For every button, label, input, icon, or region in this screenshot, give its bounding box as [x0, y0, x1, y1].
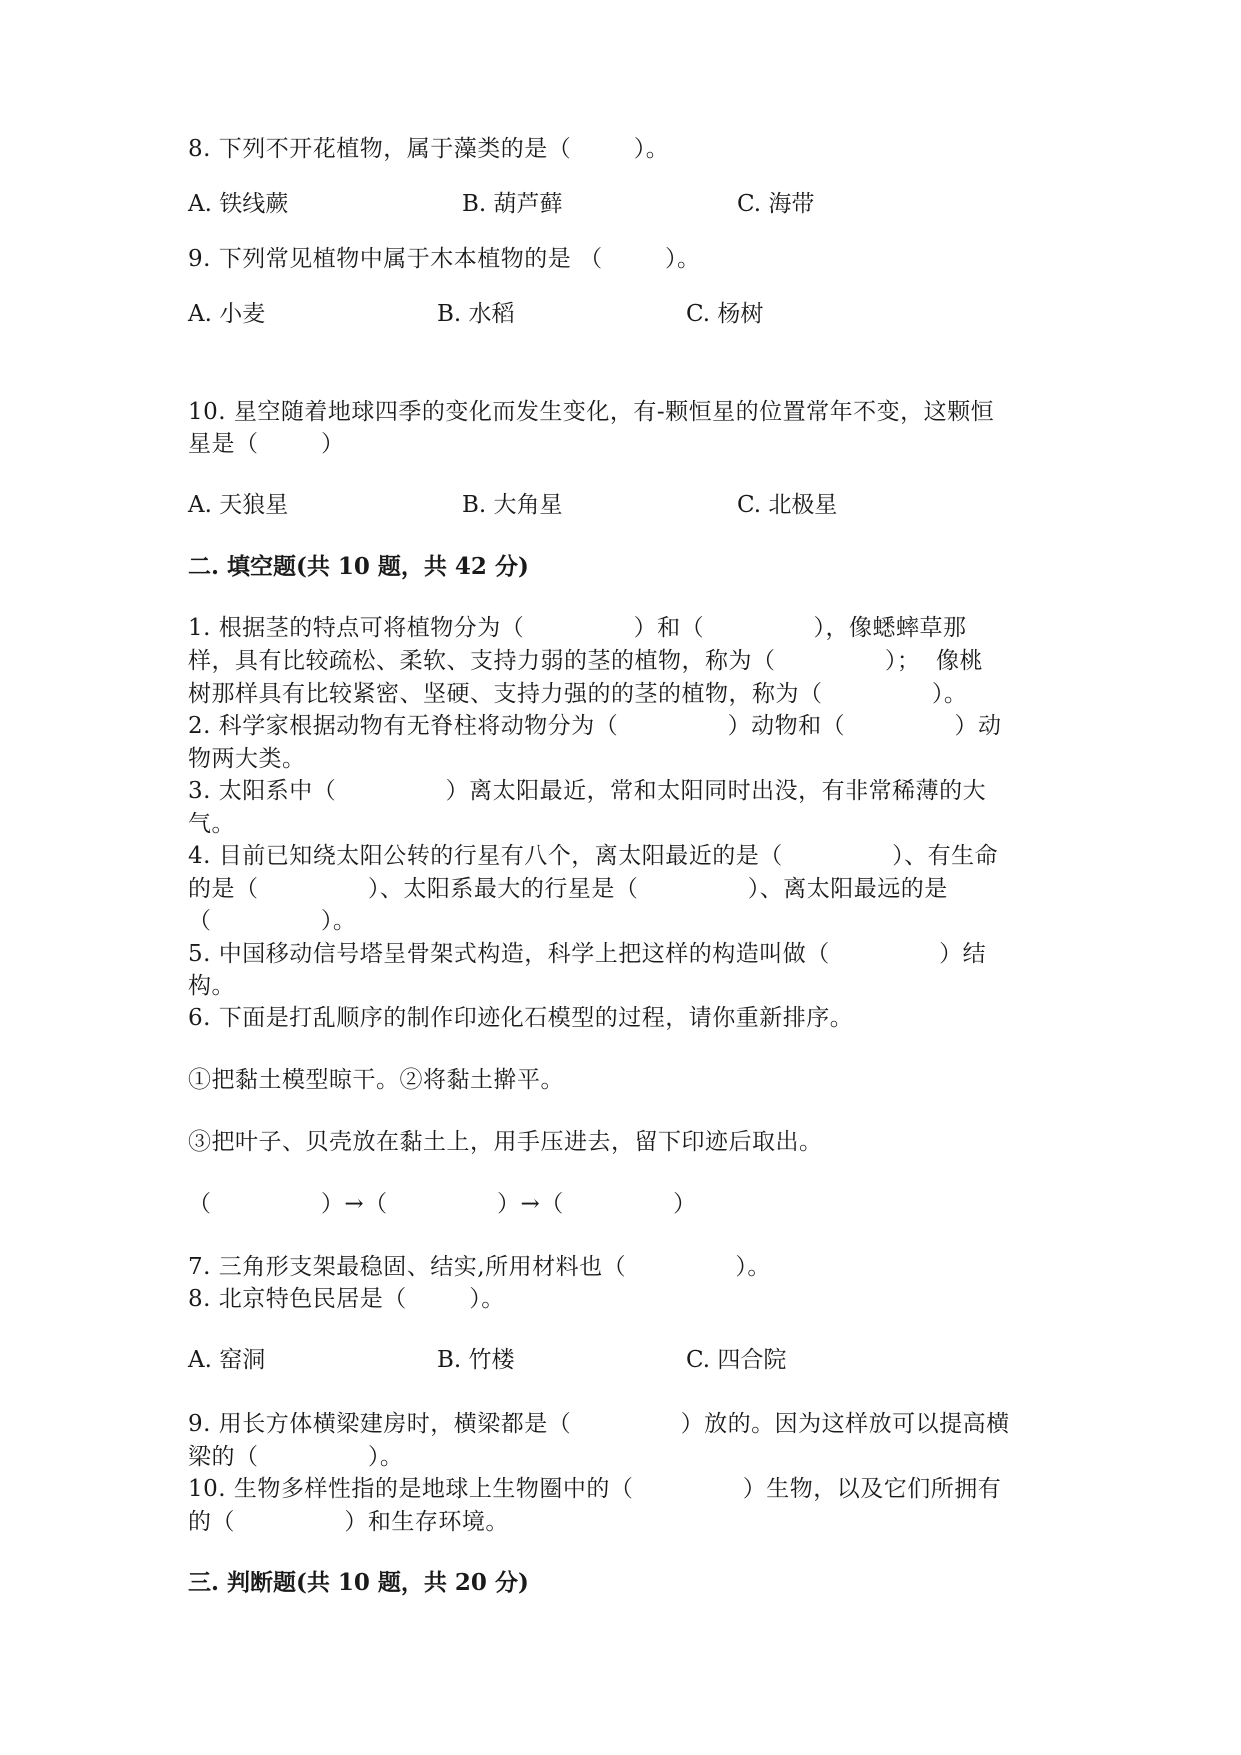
fill-q1-line-1: 1. 根据茎的特点可将植物分为（ ）和（ ），像蟋蟀草那: [188, 615, 967, 641]
question-9-option-b: B. 水稻: [437, 301, 515, 327]
fill-q2-line-2: 物两大类。: [188, 746, 306, 772]
question-8-stem: 8. 下列不开花植物，属于藻类的是（ ）。: [188, 136, 670, 162]
fill-q3-line-2: 气。: [188, 811, 235, 837]
fill-q6-answer-blanks: （ ）→（ ）→（ ）: [188, 1191, 697, 1217]
question-10-option-a: A. 天狼星: [188, 492, 289, 518]
question-10-option-c: C. 北极星: [737, 492, 838, 518]
fill-q4-line-1: 4. 目前已知绕太阳公转的行星有八个，离太阳最近的是（ ）、有生命: [188, 843, 999, 869]
question-10-stem-line-1: 10. 星空随着地球四季的变化而发生变化，有-颗恒星的位置常年不变，这颗恒: [188, 399, 995, 425]
fill-q4-line-2: 的是（ ）、太阳系最大的行星是（ ）、离太阳最远的是: [188, 876, 948, 902]
fill-q6-stem: 6. 下面是打乱顺序的制作印迹化石模型的过程，请你重新排序。: [188, 1005, 854, 1031]
fill-q3-line-1: 3. 太阳系中（ ）离太阳最近，常和太阳同时出没，有非常稀薄的大: [188, 778, 987, 804]
question-10-option-b: B. 大角星: [462, 492, 563, 518]
fill-q1-line-2: 样，具有比较疏松、柔软、支持力弱的茎的植物，称为（ ）； 像桃: [188, 648, 983, 674]
fill-q7: 7. 三角形支架最稳固、结实,所用材料也（ ）。: [188, 1254, 771, 1280]
fill-q9-line-1: 9. 用长方体横梁建房时，横梁都是（ ）放的。因为这样放可以提高横: [188, 1411, 1010, 1437]
section-heading-true-false: 三. 判断题(共 10 题，共 20 分): [188, 1569, 529, 1596]
fill-q1-line-3: 树那样具有比较紧密、坚硬、支持力强的的茎的植物，称为（ ）。: [188, 681, 968, 707]
fill-q8-option-b: B. 竹楼: [437, 1347, 515, 1373]
fill-q8-stem: 8. 北京特色民居是（ ）。: [188, 1286, 505, 1312]
fill-q10-line-1: 10. 生物多样性指的是地球上生物圈中的（ ）生物，以及它们所拥有: [188, 1476, 1002, 1502]
fill-q5-line-1: 5. 中国移动信号塔呈骨架式构造，科学上把这样的构造叫做（ ）结: [188, 941, 987, 967]
question-8-option-b: B. 葫芦藓: [462, 191, 563, 217]
fill-q6-steps-line-2: ③把叶子、贝壳放在黏土上，用手压进去，留下印迹后取出。: [188, 1129, 823, 1155]
question-9-option-a: A. 小麦: [188, 301, 266, 327]
question-9-stem: 9. 下列常见植物中属于木本植物的是 （ ）。: [188, 246, 701, 272]
fill-q8-option-c: C. 四合院: [686, 1347, 787, 1373]
question-8-option-a: A. 铁线蕨: [188, 191, 289, 217]
question-8-option-c: C. 海带: [737, 191, 815, 217]
section-heading-fill-in: 二. 填空题(共 10 题，共 42 分): [188, 553, 529, 580]
fill-q9-line-2: 梁的（ ）。: [188, 1444, 404, 1470]
fill-q10-line-2: 的（ ）和生存环境。: [188, 1509, 509, 1535]
fill-q5-line-2: 构。: [188, 973, 235, 999]
question-9-option-c: C. 杨树: [686, 301, 764, 327]
question-10-stem-line-2: 星是（ ）: [188, 431, 345, 457]
fill-q6-steps-line-1: ①把黏土模型晾干。②将黏土擀平。: [188, 1067, 564, 1093]
fill-q8-option-a: A. 窑洞: [188, 1347, 266, 1373]
fill-q4-line-3: （ ）。: [188, 908, 357, 934]
fill-q2-line-1: 2. 科学家根据动物有无脊柱将动物分为（ ）动物和（ ）动: [188, 713, 1002, 739]
